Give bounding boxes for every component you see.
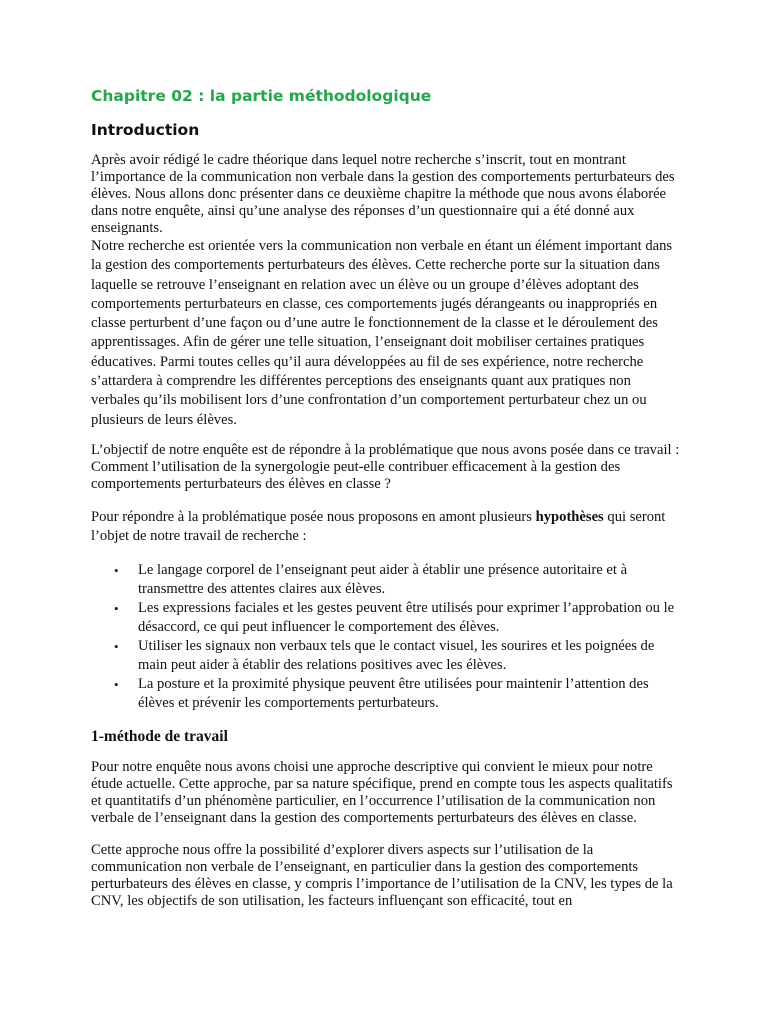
method-paragraph-2: Cette approche nous offre la possibilité d’explorer divers aspects sur l’utilisation de la communication non verbale de l’enseignant, en particulier dans la gestion des comportements perturbateurs des élèves en classe, y compris l’importance de l’utilisation de la CNV, les types de la CNV, les objectifs de son utilisation, les facteurs influençant son efficacité, tout en xyxy=(91,841,673,909)
method-paragraph-1: Pour notre enquête nous avons choisi une approche descriptive qui convient le mieux pour notre étude actuelle. Cette approche, par sa nature spécifique, prend en compte tous les aspects qualitatifs et quantitatifs d’un phénomène particulier, en l’occurrence l’utilisation de la communication non verbale de l’enseignant dans la gestion des comportements perturbateurs des élèves en classe. xyxy=(91,758,673,826)
intro-paragraph-1: Après avoir rédigé le cadre théorique dans lequel notre recherche s’inscrit, tout en montrant l’importance de la communication non verbale dans la gestion des comportements perturbateurs des élèves. Nous allons donc présenter dans ce deuxième chapitre la méthode que nous avons élaborée dans notre enquête, ainsi qu’une analyse des réponses d’un questionnaire qui a été donné aux enseignants. xyxy=(91,152,675,236)
hypotheses-intro-after: qui seront l’objet de notre travail de recherche : xyxy=(91,508,666,545)
list-item xyxy=(91,675,681,713)
list-item-text: Utiliser les signaux non verbaux tels que le contact visuel, les sourires et les poignées de main peut aider à établir des relations positives avec les élèves. xyxy=(138,637,655,673)
list-item-text: La posture et la proximité physique peuvent être utilisées pour maintenir l’attention des élèves et prévenir les comportements perturbateurs. xyxy=(138,675,649,711)
hypotheses-intro-before: Pour répondre à la problématique posée nous proposons en amont plusieurs xyxy=(91,508,536,525)
document-page xyxy=(91,86,681,910)
bullet-icon: • xyxy=(114,638,119,654)
section-heading-methode: 1-méthode de travail xyxy=(91,727,228,745)
bullet-icon: • xyxy=(114,676,119,692)
intro-paragraph-2: Notre recherche est orientée vers la communication non verbale en étant un élément important dans la gestion des comportements perturbateurs des élèves. Cette recherche porte sur la situation dans laquelle se retrouve l’enseignant en relation avec un élève ou un groupe d’élèves adoptant des comportements perturbateurs en classe, ces comportements jugés dérangeants ou inappropriés en classe perturbent d’une façon ou d’une autre le fonctionnement de la classe et le déroulement des apprentissages. Afin de gérer une telle situation, l’enseignant doit mobiliser certaines pratiques éducatives. Parmi toutes celles qu’il aura développées au fil de ses expérience, notre recherche s’attardera à comprendre les différentes perceptions des enseignants quant aux pratiques non verbales qu’ils mobilisent lors d’une confrontation d’un comportement perturbateur chez un ou plusieurs de leurs élèves. xyxy=(91,238,673,428)
list-item xyxy=(91,561,681,599)
list-item xyxy=(91,637,681,675)
hypotheses-list xyxy=(91,561,681,713)
objective-paragraph: L’objectif de notre enquête est de répondre à la problématique que nous avons posée dans ce travail : Comment l’utilisation de la synergologie peut-elle contribuer efficacement à la gestion des comportements perturbateurs des élèves en classe ? xyxy=(91,441,680,492)
chapter-title: Chapitre 02 : la partie méthodologique xyxy=(91,87,432,105)
list-item xyxy=(91,599,681,637)
hypotheses-intro-bold: hypothèses xyxy=(535,508,604,525)
hypotheses-intro-paragraph xyxy=(91,508,681,547)
bullet-icon: • xyxy=(114,562,119,578)
list-item-text: Les expressions faciales et les gestes peuvent être utilisés pour exprimer l’approbation ou le désaccord, ce qui peut influencer le comportement des élèves. xyxy=(138,599,675,635)
bullet-icon: • xyxy=(114,600,119,616)
introduction-heading: Introduction xyxy=(91,121,200,139)
list-item-text: Le langage corporel de l’enseignant peut aider à établir une présence autoritaire et à transmettre des attentes claires aux élèves. xyxy=(138,561,628,597)
